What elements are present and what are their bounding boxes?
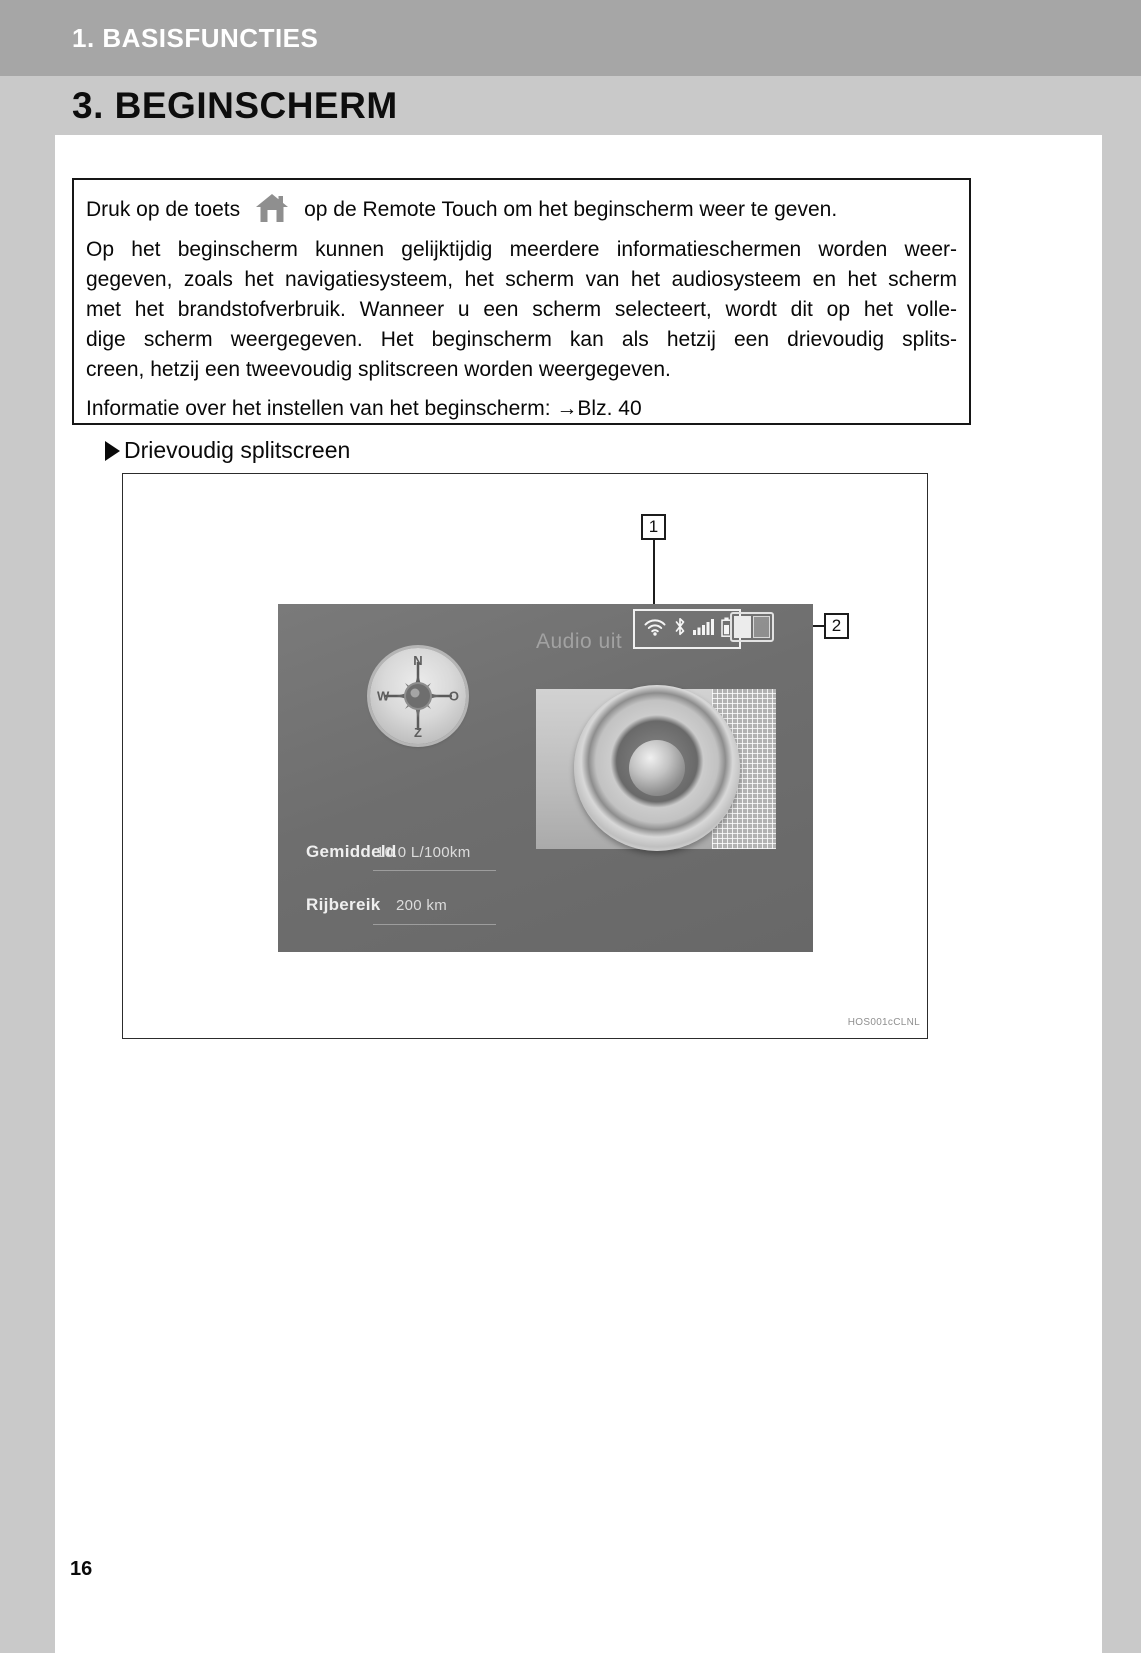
reference-line: Informatie over het instellen van het beginscherm: →Blz. 40 [86,397,642,420]
status-icon-cluster [633,609,741,649]
content-panel [55,135,1102,1653]
device-screen [278,604,813,952]
split-screen-icon [730,612,774,642]
compass-north-label: N [413,653,423,668]
section-header: 1. BASISFUNCTIES [72,22,319,53]
signal-strength-icon [693,617,714,641]
body-line: dige scherm weergegeven. Het beginscherm kan als hetzij een drievoudig splits- [86,328,957,351]
callout-2-label: 2 [831,616,842,635]
fuel-average-value: 10.0 L/100km [376,844,471,861]
fuel-range-label: Rijbereik [306,895,381,914]
wifi-icon [643,617,667,641]
intro-line [86,192,957,235]
speaker-cone [574,685,740,851]
fuel-average-underline [373,870,496,871]
body-line: Op het beginscherm kunnen gelijktijdig meerdere informatieschermen worden weer- [86,238,957,261]
body-line: gegeven, zoals het navigatiesysteem, het scherm van het audiosysteem en het scherm [86,268,957,291]
callout-1-label: 1 [648,517,659,536]
audio-status-text: Audio uit [536,630,623,653]
callout-1-line [653,540,655,606]
compass [370,648,466,744]
callout-2-box [824,613,849,639]
image-code: HOS001cCLNL [847,1017,920,1028]
page-title: 3. BEGINSCHERM [72,84,398,126]
compass-east-label: O [448,688,459,704]
triangle-marker-icon [105,441,120,461]
compass-south-label: Z [414,725,422,740]
split-screen-left-pane [734,616,751,638]
figure-frame [122,473,928,1039]
body-line: creen, hetzij een tweevoudig splitscreen worden weergegeven. [86,358,671,381]
intro-text-after: op de Remote Touch om het beginscherm weer te geven. [304,198,838,221]
figure-caption [105,437,350,464]
figure-caption-label: Drievoudig splitscreen [124,437,351,463]
fuel-average-label: Gemiddeld [306,842,397,861]
chapter-title-band [0,76,1141,135]
fuel-range-underline [373,924,496,925]
split-screen-right-pane [753,616,770,638]
page-number: 16 [70,1558,93,1580]
body-line: met het brandstofverbruik. Wanneer u een scherm selecteert, wordt dit op het volle- [86,298,957,321]
section-header-band [0,0,1141,76]
speaker-dome [629,740,685,796]
instruction-box [72,178,971,425]
bluetooth-icon [674,617,686,641]
fuel-range-value: 200 km [396,897,447,914]
speaker-image [536,689,776,849]
intro-text-before: Druk op de toets [86,198,241,221]
home-icon [254,193,290,235]
callout-1-box [641,514,666,540]
compass-west-label: W [377,688,390,704]
